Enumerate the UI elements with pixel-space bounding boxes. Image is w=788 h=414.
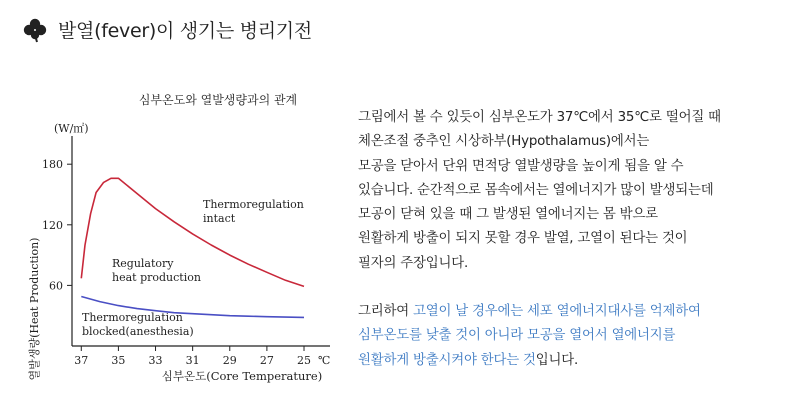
text-line: 있습니다. 순간적으로 몸속에서는 열에너지가 많이 발생되는데 [358, 182, 714, 198]
text-line: 모공이 닫혀 있을 때 그 발생된 열에너지는 몸 밖으로 [358, 207, 658, 223]
label-intact: Thermoregulation intact [203, 198, 304, 225]
header [22, 16, 312, 43]
text-highlight: 심부온도를 낮출 것이 아니라 모공을 열어서 열에너지를 [358, 328, 676, 344]
text-plain: 입니다. [535, 352, 578, 368]
x-tick-label: 29 [222, 354, 237, 367]
paragraph-2 [358, 300, 778, 373]
x-tick-label: 27 [259, 354, 274, 367]
x-tick-label: 35 [111, 354, 126, 367]
text-line: 그림에서 볼 수 있듯이 심부온도가 37℃에서 35℃로 떨어질 때 [358, 110, 721, 125]
x-tick-label: 25 [297, 354, 312, 367]
y-unit: (W/㎡) [54, 122, 89, 135]
description [358, 106, 778, 373]
y-tick-label: 180 [42, 158, 63, 172]
chart-svg [20, 82, 350, 392]
x-axis-label: 심부온도(Core Temperature) [161, 369, 323, 383]
paragraph-1 [358, 106, 778, 276]
clover-icon [22, 17, 48, 43]
page-title: 발열(fever)이 생기는 병리기전 [58, 20, 312, 42]
y-axis-label: 열발생량(Heat Production) [28, 237, 41, 381]
x-tick-label: 33 [148, 354, 163, 367]
text-line: 필자의 주장입니다. [358, 255, 468, 271]
x-unit: ℃ [318, 354, 331, 367]
y-tick-label: 60 [49, 279, 63, 293]
chart-title: 심부온도와 열발생량과의 관계 [138, 93, 298, 107]
label-regulatory: Regulatory heat production [112, 257, 201, 284]
text-line: 모공을 닫아서 단위 면적당 열발생량을 높이게 됨을 알 수 [358, 158, 684, 174]
chart [20, 82, 350, 392]
x-tick-label: 31 [185, 354, 200, 367]
label-blocked: Thermoregulation blocked(anesthesia) [82, 311, 194, 338]
text-highlight: 고열이 날 경우에는 세포 열에너지대사를 억제하여 [413, 304, 701, 320]
text-line: 원활하게 방출이 되지 못할 경우 발열, 고열이 된다는 것이 [358, 231, 688, 247]
text-highlight: 원활하게 방출시켜야 한다는 것 [358, 352, 536, 368]
text-plain: 그리하여 [358, 304, 413, 320]
y-tick-label: 120 [42, 218, 63, 232]
text-line: 체온조절 중추인 시상하부(Hypothalamus)에서는 [358, 134, 650, 150]
x-tick-label: 37 [74, 354, 89, 367]
